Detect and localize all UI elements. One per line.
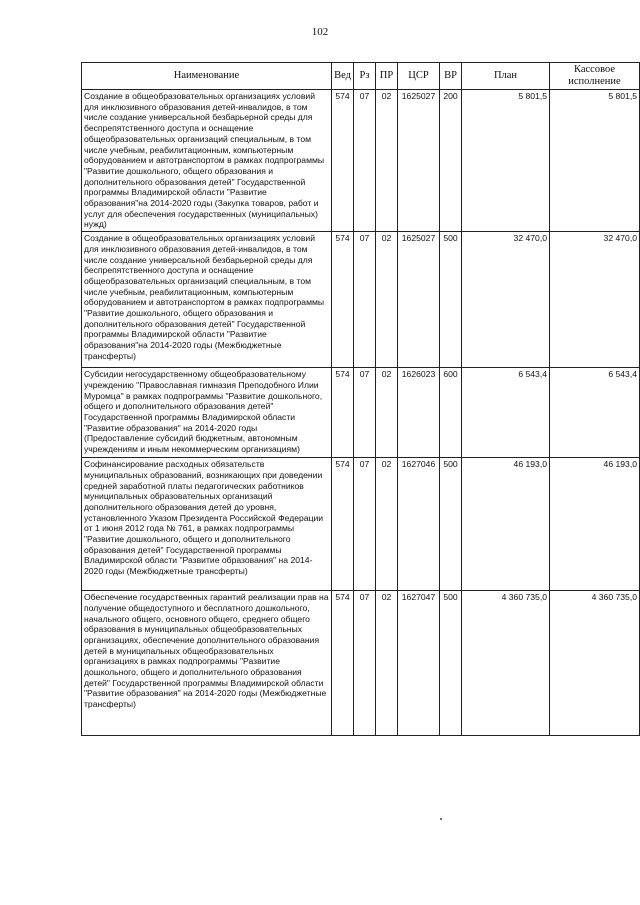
header-name: Наименование [82,63,332,90]
table-header-row [82,63,640,90]
header-vr: ВР [440,63,462,90]
row-kassovoe: 32 470,0 [550,232,640,368]
page-number: 102 [311,26,329,38]
row-vr: 500 [440,458,462,591]
row-name: Создание в общеобразовательных организациях условий для инклюзивного образования детей-инвалидов, в том числе создание универсальной безбарьерной среды для беспрепятственного доступа и оснащение общеобразовательных организаций специальным, в том числе учебным, реабилитационным, компьютерным оборудованием и автотранспортом в рамках подпрограммы "Развитие дошкольного, общего образования и дополнительного образования детей" Государственной программы Владимирской области "Развитие образования"на 2014-2020 годы (Межбюджетные трансферты) [82,232,332,368]
header-ved: Вед [332,63,354,90]
table-row [82,90,640,232]
row-kassovoe: 6 543,4 [550,368,640,458]
row-plan: 4 360 735,0 [462,591,550,736]
row-vr: 200 [440,90,462,232]
row-pr: 02 [376,591,398,736]
row-rz: 07 [354,591,376,736]
header-plan: План [462,63,550,90]
row-csr: 1625027 [398,232,440,368]
row-pr: 02 [376,458,398,591]
row-vr: 600 [440,368,462,458]
row-plan: 5 801,5 [462,90,550,232]
row-csr: 1627047 [398,591,440,736]
scan-speck [440,818,442,820]
row-name: Софинансирование расходных обязательств муниципальных образований, возникающих при доведении средней заработной платы педагогических работников муниципальных образовательных организаций дополнительного образования детей до уровня, установленного Указом Президента Российской Федерации от 1 июня 2012 года № 761, в рамках подпрограммы "Развитие дошкольного, общего и дополнительного образования детей" Государственной программы Владимирской области "Развитие образования" на 2014-2020 годы (Межбюджетные трансферты) [82,458,332,591]
row-ved: 574 [332,90,354,232]
row-name: Создание в общеобразовательных организациях условий для инклюзивного образования детей-инвалидов, в том числе создание универсальной безбарьерной среды для беспрепятственного доступа и оснащение общеобразовательных организаций специальным, в том числе учебным, реабилитационным, компьютерным оборудованием и автотранспортом в рамках подпрограммы "Развитие дошкольного, общего образования и дополнительного образования детей" Государственной программы Владимирской области "Развитие образования"на 2014-2020 годы (Закупка товаров, работ и услуг для обеспечения государственных (муниципальных) нужд) [82,90,332,232]
row-rz: 07 [354,90,376,232]
table-row [82,368,640,458]
row-rz: 07 [354,368,376,458]
table-row [82,591,640,736]
budget-table [81,62,640,736]
row-csr: 1625027 [398,90,440,232]
header-pr: ПР [376,63,398,90]
row-ved: 574 [332,591,354,736]
row-rz: 07 [354,232,376,368]
row-pr: 02 [376,368,398,458]
row-name: Субсидии негосударственному общеобразовательному учреждению "Православная гимназия Преподобного Илии Муромца" в рамках подпрограммы "Развитие дошкольного, общего и дополнительного образования детей" Государственной программы Владимирской области "Развитие образования" на 2014-2020 годы (Предоставление субсидий бюджетным, автономным учреждениям и иным некоммерческим организациям) [82,368,332,458]
table-row [82,232,640,368]
row-name: Обеспечение государственных гарантий реализации прав на получение общедоступного и бесплатного дошкольного, начального общего, основного общего, среднего общего образования в муниципальных общеобразовательных организациях, обеспечение дополнительного образования детей в муниципальных общеобразовательных организациях в рамках подпрограммы "Развитие дошкольного, общего и дополнительного образования детей" Государственной программы Владимирской области "Развитие образования" на 2014-2020 годы (Межбюджетные трансферты) [82,591,332,736]
table-row [82,458,640,591]
row-plan: 32 470,0 [462,232,550,368]
row-ved: 574 [332,458,354,591]
row-ved: 574 [332,232,354,368]
header-rz: Рз [354,63,376,90]
row-kassovoe: 4 360 735,0 [550,591,640,736]
row-ved: 574 [332,368,354,458]
header-kassovoe: Кассовое исполнение [550,63,640,90]
row-kassovoe: 46 193,0 [550,458,640,591]
row-csr: 1626023 [398,368,440,458]
row-pr: 02 [376,232,398,368]
row-vr: 500 [440,232,462,368]
row-kassovoe: 5 801,5 [550,90,640,232]
row-plan: 46 193,0 [462,458,550,591]
row-rz: 07 [354,458,376,591]
row-pr: 02 [376,90,398,232]
header-csr: ЦСР [398,63,440,90]
row-plan: 6 543,4 [462,368,550,458]
row-vr: 500 [440,591,462,736]
row-csr: 1627046 [398,458,440,591]
